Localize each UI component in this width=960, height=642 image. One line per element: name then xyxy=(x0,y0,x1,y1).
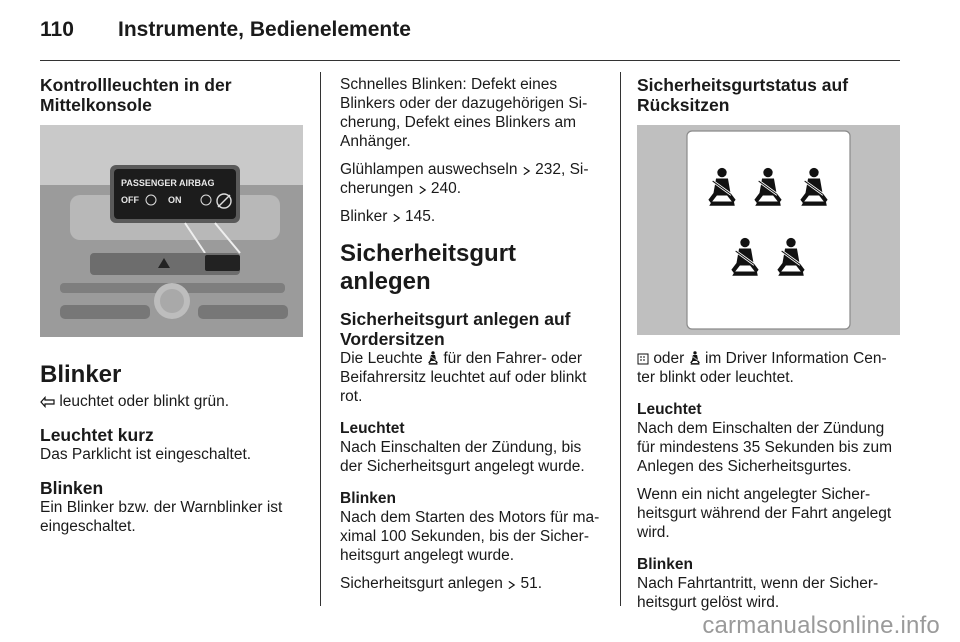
seatbelt-icon xyxy=(427,350,439,366)
column-divider xyxy=(620,72,621,606)
blinker-heading: Blinker xyxy=(40,361,122,388)
column-divider xyxy=(320,72,321,606)
page-reference-arrow-icon xyxy=(418,185,427,195)
blinken-heading: Blinken xyxy=(340,490,396,507)
page-reference-arrow-icon xyxy=(392,213,401,223)
front-seats-heading: Sicherheitsgurt anlegen auf Vordersitzen xyxy=(340,309,571,349)
paragraph: Sicherheitsgurt anlegen 51. xyxy=(340,575,543,592)
watermark: carmanualsonline.info xyxy=(702,612,940,639)
paragraph: Schnelles Blinken: Defekt eines Blinkers oder der dazugehörigen Si- cherung, Defekt eines Blinkers am Anhänger. xyxy=(340,76,588,150)
page-title: Instrumente, Bedienelemente xyxy=(118,18,411,41)
blinker-text: leuchtet oder blinkt grün. xyxy=(40,392,305,411)
paragraph: Die Leuchte für den Fahrer- oder Beifahrersitz leuchtet auf oder blinkt rot. xyxy=(340,350,587,405)
rear-seats-heading: Sicherheitsgurtstatus auf Rücksitzen xyxy=(637,75,849,115)
rear-seatbelt-status-icon xyxy=(637,353,649,365)
page-number: 110 xyxy=(40,18,74,41)
photo-label-off: OFF xyxy=(121,195,139,205)
column-3 xyxy=(637,75,912,621)
paragraph: Nach dem Einschalten der Zündung für mindestens 35 Sekunden bis zum Anlegen des Sicherheitsgurtes. xyxy=(637,420,893,475)
page-reference-arrow-icon xyxy=(522,166,531,176)
page-reference-arrow-icon xyxy=(507,580,516,590)
blinken-heading: Blinken xyxy=(40,478,104,498)
paragraph: Nach dem Starten des Motors für ma- ximal 100 Sekunden, bis der Sicher- heitsgurt angelegt wurde. xyxy=(340,509,600,564)
paragraph: Nach Fahrtantritt, wenn der Sicher- heitsgurt gelöst wird. xyxy=(637,575,879,611)
paragraph: oder im Driver Information Cen- ter blinkt oder leuchtet. xyxy=(637,350,887,386)
column-1 xyxy=(40,75,305,545)
leuchtet-kurz-text: Das Parklicht ist eingeschaltet. xyxy=(40,446,252,463)
photo-label-on: ON xyxy=(168,195,182,205)
paragraph: Wenn ein nicht angelegter Sicher- heitsgurt während der Fahrt angelegt wird. xyxy=(637,486,892,541)
blinken-heading: Blinken xyxy=(637,556,693,573)
photo-label: PASSENGER AIRBAG xyxy=(121,178,215,188)
turn-signal-icon xyxy=(40,396,55,408)
header-rule xyxy=(40,60,900,61)
leuchtet-kurz-heading: Leuchtet kurz xyxy=(40,425,154,445)
paragraph: Blinker 145. xyxy=(340,208,436,225)
page-header xyxy=(40,18,920,48)
seatbelt-icon xyxy=(689,350,701,366)
rear-seatbelt-display xyxy=(637,125,900,335)
leuchtet-heading: Leuchtet xyxy=(340,420,405,437)
leuchtet-heading: Leuchtet xyxy=(637,401,702,418)
paragraph: Nach Einschalten der Zündung, bis der Sicherheitsgurt angelegt wurde. xyxy=(340,439,585,475)
column-2 xyxy=(340,75,608,602)
blinken-text: Ein Blinker bzw. der Warnblinker ist eingeschaltet. xyxy=(40,499,283,535)
section-heading: Kontrollleuchten in der Mittelkonsole xyxy=(40,75,232,115)
console-photo xyxy=(40,125,303,337)
seatbelt-heading: Sicherheitsgurt anlegen xyxy=(340,240,517,295)
paragraph: Glühlampen auswechseln 232, Si- cherungen 240. xyxy=(340,161,589,197)
